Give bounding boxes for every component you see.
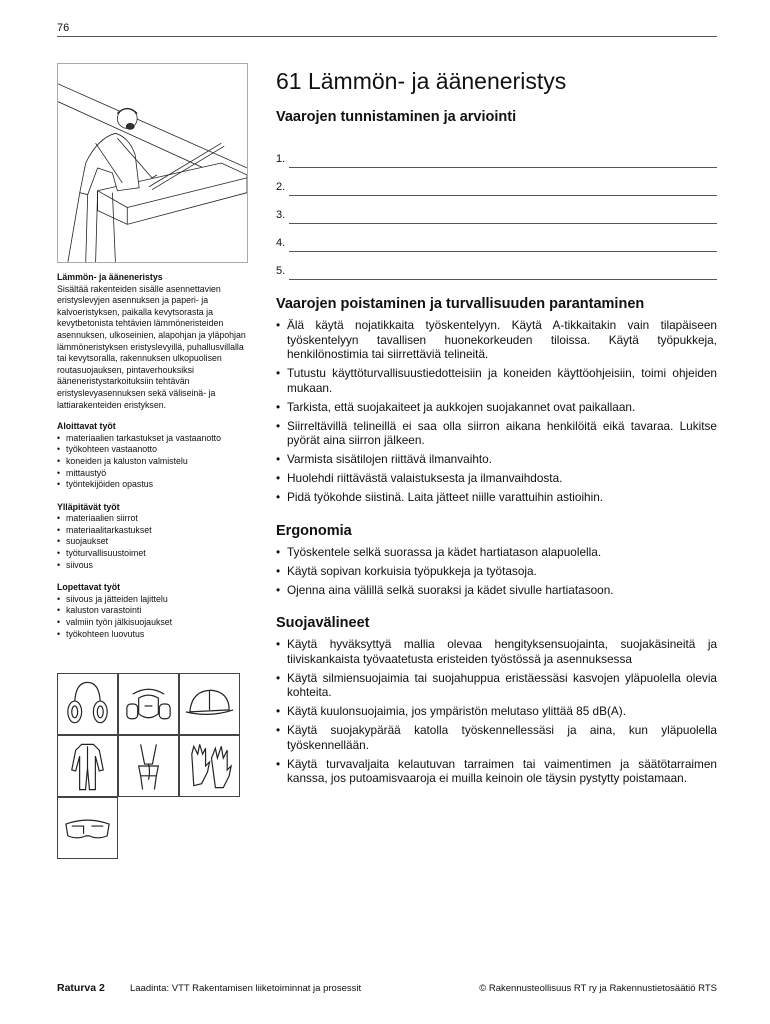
line-number: 2. <box>276 181 286 193</box>
ergonomics-heading: Ergonomia <box>276 522 352 539</box>
list-item: • Käytä silmiensuojaimia tai suojahuppua eristäessäsi kasvojen yläpuolella olevia kohteita. <box>276 671 717 700</box>
main-content <box>276 66 717 790</box>
hazard-line-5[interactable] <box>276 257 717 285</box>
respirator-icon <box>118 673 179 735</box>
worker-illustration <box>57 63 248 263</box>
list-item: • suojaukset <box>57 536 248 548</box>
list-item: • koneiden ja kaluston valmistelu <box>57 456 248 468</box>
list-item: • Varmista sisätilojen riittävä ilmanvaihto. <box>276 452 717 467</box>
sidebar-end-title: Lopettavat työt <box>57 582 121 593</box>
list-item: • Siirreltävillä telineillä ei saa olla siirron aikana henkilöitä eikä tavaraa. Lukitse pyörät aina siirron jälkeen. <box>276 419 717 448</box>
hazard-line-2[interactable] <box>276 173 717 201</box>
list-item: • materiaalien siirrot <box>57 513 248 525</box>
hazard-line-3[interactable] <box>276 201 717 229</box>
list-item: • materiaalitarkastukset <box>57 525 248 537</box>
sidebar-end-list <box>57 594 248 640</box>
footer-credit: Laadinta: VTT Rakentamisen liiketoiminnat ja prosessit <box>130 983 362 994</box>
line-number: 5. <box>276 265 286 277</box>
sidebar-maintain-list <box>57 513 248 571</box>
hard-hat-icon <box>179 673 240 735</box>
list-item: • Tarkista, että suojakaiteet ja aukkojen suojakannet ovat paikallaan. <box>276 400 717 415</box>
line-number: 1. <box>276 153 286 165</box>
page-title: 61 Lämmön- ja ääneneristys <box>276 68 567 94</box>
hazard-line-1[interactable] <box>276 145 717 173</box>
top-rule <box>57 36 717 37</box>
goggles-icon <box>57 797 118 859</box>
list-item: • Pidä työkohde siistinä. Laita jätteet niille varattuihin astioihin. <box>276 490 717 505</box>
gloves-icon <box>179 735 240 797</box>
line-number: 4. <box>276 237 286 249</box>
list-item: • Käytä suojakypärää katolla työskennellessäsi ja aina, kun yläpuolella työskennellään. <box>276 723 717 752</box>
list-item: • mittaustyö <box>57 468 248 480</box>
ear-muffs-icon <box>57 673 118 735</box>
list-item: • siivous <box>57 560 248 572</box>
ppe-list <box>276 637 717 786</box>
list-item: • työturvallisuustoimet <box>57 548 248 560</box>
list-item: • työntekijöiden opastus <box>57 479 248 491</box>
sidebar <box>57 272 248 651</box>
list-item: • työkohteen luovutus <box>57 629 248 641</box>
removal-heading: Vaarojen poistaminen ja turvallisuuden parantaminen <box>276 296 645 312</box>
footer <box>57 982 717 994</box>
ergonomics-list <box>276 545 717 598</box>
list-item: • valmiin työn jälkisuojaukset <box>57 617 248 629</box>
list-item: • Työskentele selkä suorassa ja kädet hartiatason alapuolella. <box>276 545 717 560</box>
ppe-heading: Suojavälineet <box>276 615 370 631</box>
sidebar-start-list <box>57 433 248 491</box>
list-item: • Käytä hyväksyttyä mallia olevaa hengityksensuojainta, suojakäsineitä ja tiiviskankaista työvaatetusta eristeiden työstössä ja asennuksessa <box>276 637 717 666</box>
list-item: • Käytä kuulonsuojaimia, jos ympäristön melutaso ylittää 85 dB(A). <box>276 704 717 719</box>
list-item: • materiaalien tarkastukset ja vastaanotto <box>57 433 248 445</box>
hazard-input-lines <box>276 145 717 285</box>
list-item: • Tutustu käyttöturvallisuustiedotteisiin ja koneiden käyttöohjeisiin, toimi ohjeiden mukaan. <box>276 366 717 395</box>
ppe-icon-grid <box>57 673 240 861</box>
list-item: • kaluston varastointi <box>57 605 248 617</box>
hazard-line-4[interactable] <box>276 229 717 257</box>
removal-list <box>276 318 717 505</box>
coverall-icon <box>57 735 118 797</box>
list-item: • Käytä turvavaljaita kelautuvan tarraimen tai vaimentimen ja säätötarraimen kanssa, jos putoamisvaaroja ei muilla keinoin ole täysin pystytty poistamaan. <box>276 757 717 786</box>
list-item: • Ojenna aina välillä selkä suoraksi ja kädet sivulle hartiatasoon. <box>276 583 717 598</box>
line-number: 3. <box>276 209 286 221</box>
footer-copyright: © Rakennusteollisuus RT ry ja Rakennustietosäätiö RTS <box>479 983 717 994</box>
footer-brand: Raturva 2 <box>57 982 105 994</box>
page-number: 76 <box>57 22 70 34</box>
list-item: • Älä käytä nojatikkaita työskentelyyn. Käytä A-tikkaitakin vain tilapäiseen työskentelyyn tavallisen huonekorkeuden tiloissa. Käytä työpukkeja, henkilönostimia tai siirrettäviä telineitä. <box>276 318 717 362</box>
list-item: • työkohteen vastaanotto <box>57 444 248 456</box>
sidebar-maintain-title: Ylläpitävät työt <box>57 501 120 512</box>
list-item: • Käytä sopivan korkuisia työpukkeja ja työtasoja. <box>276 564 717 579</box>
sidebar-start-title: Aloittavat työt <box>57 421 116 432</box>
sidebar-intro-text: Sisältää rakenteiden sisälle asennettavien eristyslevyjen asennuksen ja paperi- ja kalvoeristyksen, paikalla kevytsorasta ja kevytbetonista tehtävien lämmöneristeiden asennuksen, ulkoseinien, alapohjan ja yläpohjan lämmöneristyksen eristyslevyillä, puhallusvillalla tai kevytsoralla, rakennuksen ulkopuolisen routasuojauksen, pintaverhouksiksi ääneneristystarkoituksiin tehtävän eristyslevyasennuksen sekä väliseinä- ja lattiarakenteiden eristyksen. <box>57 283 246 410</box>
hazard-heading: Vaarojen tunnistaminen ja arviointi <box>276 109 517 125</box>
list-item: • siivous ja jätteiden lajittelu <box>57 594 248 606</box>
sidebar-intro-title: Lämmön- ja ääneneristys <box>57 272 163 282</box>
list-item: • Huolehdi riittävästä valaistuksesta ja ilmanvaihdosta. <box>276 471 717 486</box>
safety-harness-icon <box>118 735 179 797</box>
